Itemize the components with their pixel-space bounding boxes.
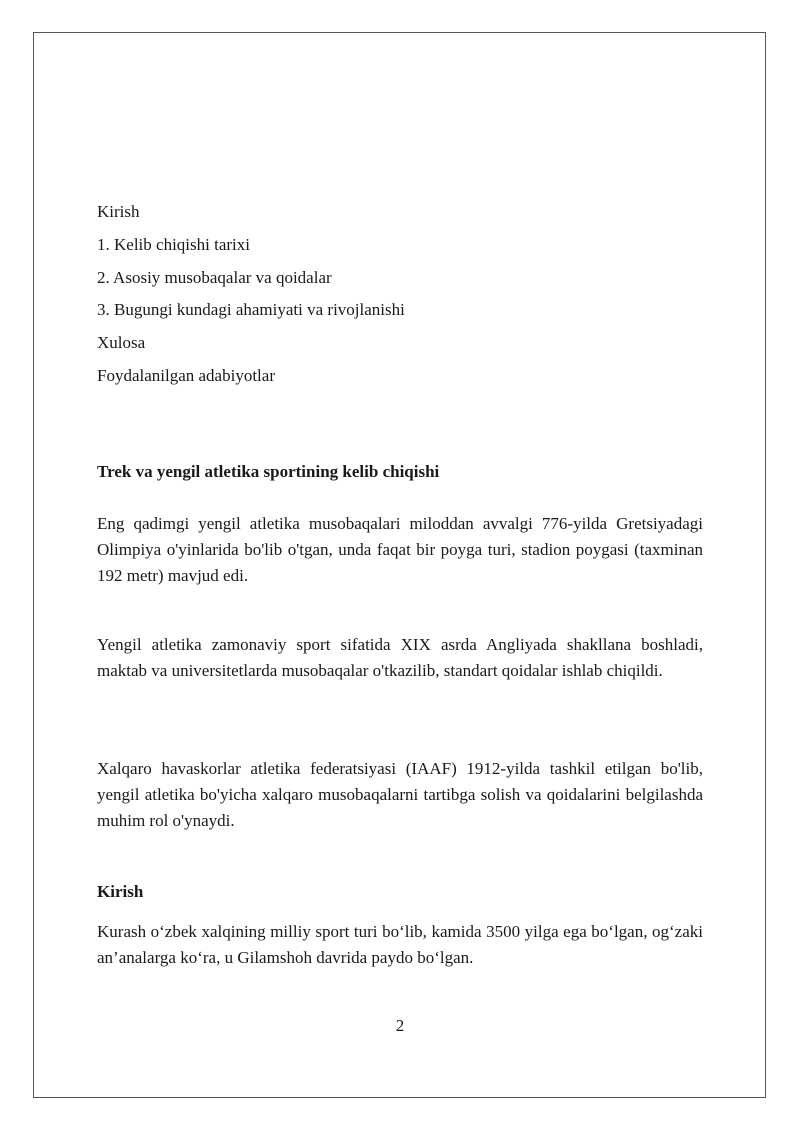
toc-item-intro: Kirish — [97, 202, 140, 221]
toc-item-conclusion: Xulosa — [97, 333, 146, 353]
section-heading-kirish: Kirish — [97, 882, 144, 901]
paragraph-iaaf: Xalqaro havaskorlar atletika federatsiyasi (IAAF) 1912-yilda tashkil etilgan bo'lib, yengil atletika bo'yicha xalqaro musobaqalarni tartibga solish va qoidalarini belgilashda muhim rol o'ynaydi. — [97, 759, 703, 830]
paragraph-modern-england: Yengil atletika zamonaviy sport sifatida XIX asrda Angliyada shakllana boshladi, maktab va universitetlarda musobaqalar o'tkazilib, standart qoidalar ishlab chiqildi. — [97, 635, 703, 680]
toc-item-significance: 3. Bugungi kundagi ahamiyati va rivojlanishi — [97, 300, 405, 320]
toc-item-competitions: 2. Asosiy musobaqalar va qoidalar — [97, 267, 332, 287]
section-heading-origin: Trek va yengil atletika sportining kelib chiqishi — [97, 462, 440, 481]
table-of-contents — [97, 199, 703, 396]
toc-item-history: 1. Kelib chiqishi tarixi — [97, 234, 250, 254]
page-number: 2 — [395, 1016, 405, 1035]
toc-item-references: Foydalanilgan adabiyotlar — [97, 365, 275, 385]
paragraph-kurash: Kurash o‘zbek xalqining milliy sport turi bo‘lib, kamida 3500 yilga ega bo‘lgan, og‘zaki an’analarga ko‘ra, u Gilamshoh davrida paydo bo‘lgan. — [97, 922, 703, 967]
paragraph-ancient-olympics: Eng qadimgi yengil atletika musobaqalari miloddan avvalgi 776-yilda Gretsiyadagi Olimpiya o'yinlarida bo'lib o'tgan, unda faqat bir poyga turi, stadion poygasi (taxminan 192 metr) mavjud edi. — [97, 514, 703, 585]
